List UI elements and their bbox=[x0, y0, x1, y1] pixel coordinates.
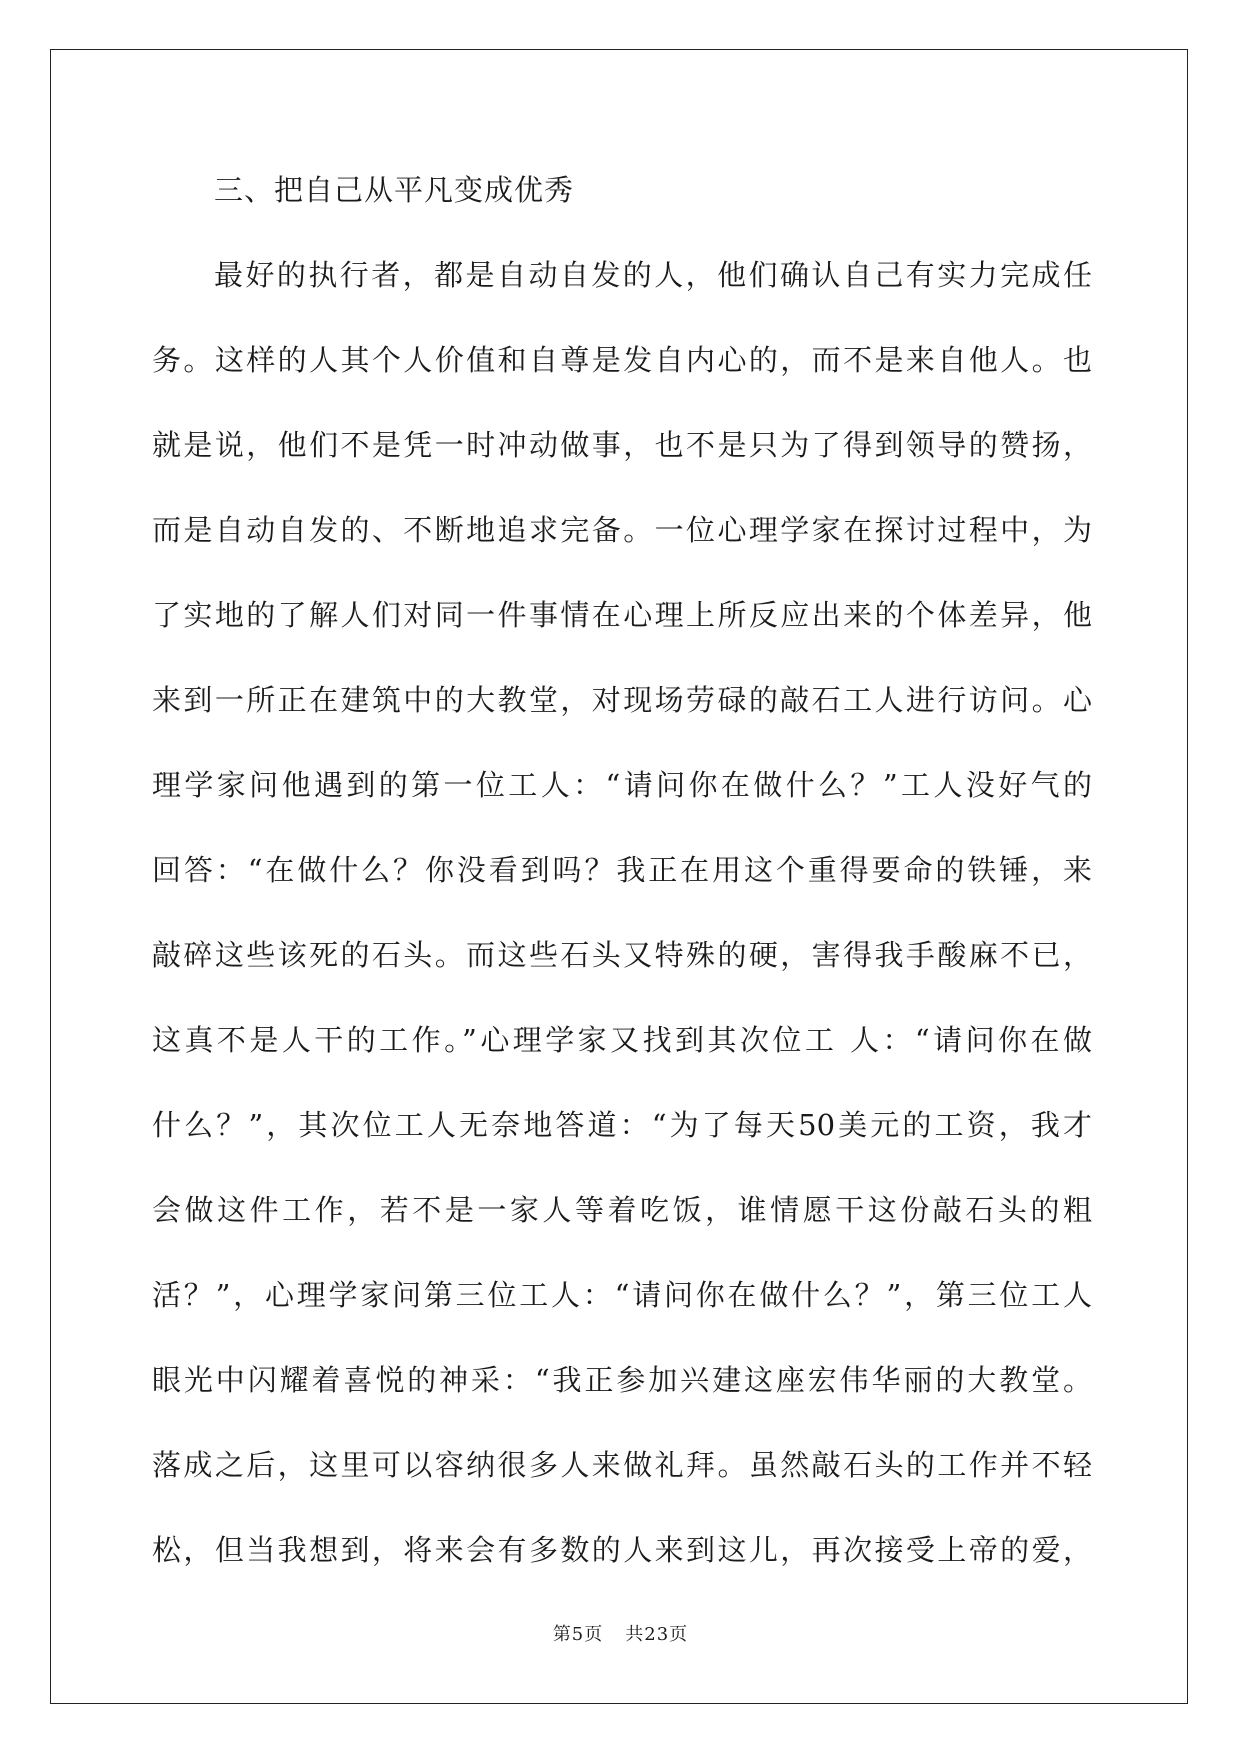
text-line: 了实地的了解人们对同一件事情在心理上所反应出来的个体差异，他 bbox=[152, 598, 1092, 632]
text-line: 敲碎这些该死的石头。而这些石头又特殊的硬，害得我手酸麻不已， bbox=[152, 938, 1092, 972]
text-line: 务。这样的人其个人价值和自尊是发自内心的，而不是来自他人。也 bbox=[152, 343, 1092, 377]
text-line: 眼光中闪耀着喜悦的神采：“我正参加兴建这座宏伟华丽的大教堂。 bbox=[152, 1363, 1092, 1397]
text-line: 落成之后，这里可以容纳很多人来做礼拜。虽然敲石头的工作并不轻 bbox=[152, 1448, 1092, 1482]
text-line: 松，但当我想到，将来会有多数的人来到这儿，再次接受上帝的爱， bbox=[152, 1533, 1092, 1567]
text-line: 理学家问他遇到的第一位工人：“请问你在做什么？”工人没好气的 bbox=[152, 768, 1092, 802]
section-heading: 三、把自己从平凡变成优秀 bbox=[214, 173, 575, 207]
document-body bbox=[152, 160, 1092, 1605]
page-footer bbox=[0, 1620, 1241, 1646]
text-line: 这真不是人干的工作。”心理学家又找到其次位工 人：“请问你在做 bbox=[152, 1023, 1092, 1057]
text-line: 回答：“在做什么？你没看到吗？我正在用这个重得要命的铁锤，来 bbox=[152, 853, 1092, 887]
text-line: 而是自动自发的、不断地追求完备。一位心理学家在探讨过程中，为 bbox=[152, 513, 1092, 547]
text-line: 什么？”，其次位工人无奈地答道：“为了每天50美元的工资，我才 bbox=[152, 1108, 1092, 1142]
text-line: 会做这件工作，若不是一家人等着吃饭，谁情愿干这份敲石头的粗 bbox=[152, 1193, 1092, 1227]
text-line: 最好的执行者，都是自动自发的人，他们确认自己有实力完成任 bbox=[214, 258, 1092, 292]
page-total: 共23页 bbox=[625, 1624, 689, 1645]
text-line: 活？”，心理学家问第三位工人：“请问你在做什么？”，第三位工人 bbox=[152, 1278, 1092, 1312]
text-line: 来到一所正在建筑中的大教堂，对现场劳碌的敲石工人进行访问。心 bbox=[152, 683, 1092, 717]
page-number: 第5页 bbox=[552, 1624, 604, 1645]
text-line: 就是说，他们不是凭一时冲动做事，也不是只为了得到领导的赞扬， bbox=[152, 428, 1092, 462]
paragraph bbox=[152, 245, 1092, 1580]
